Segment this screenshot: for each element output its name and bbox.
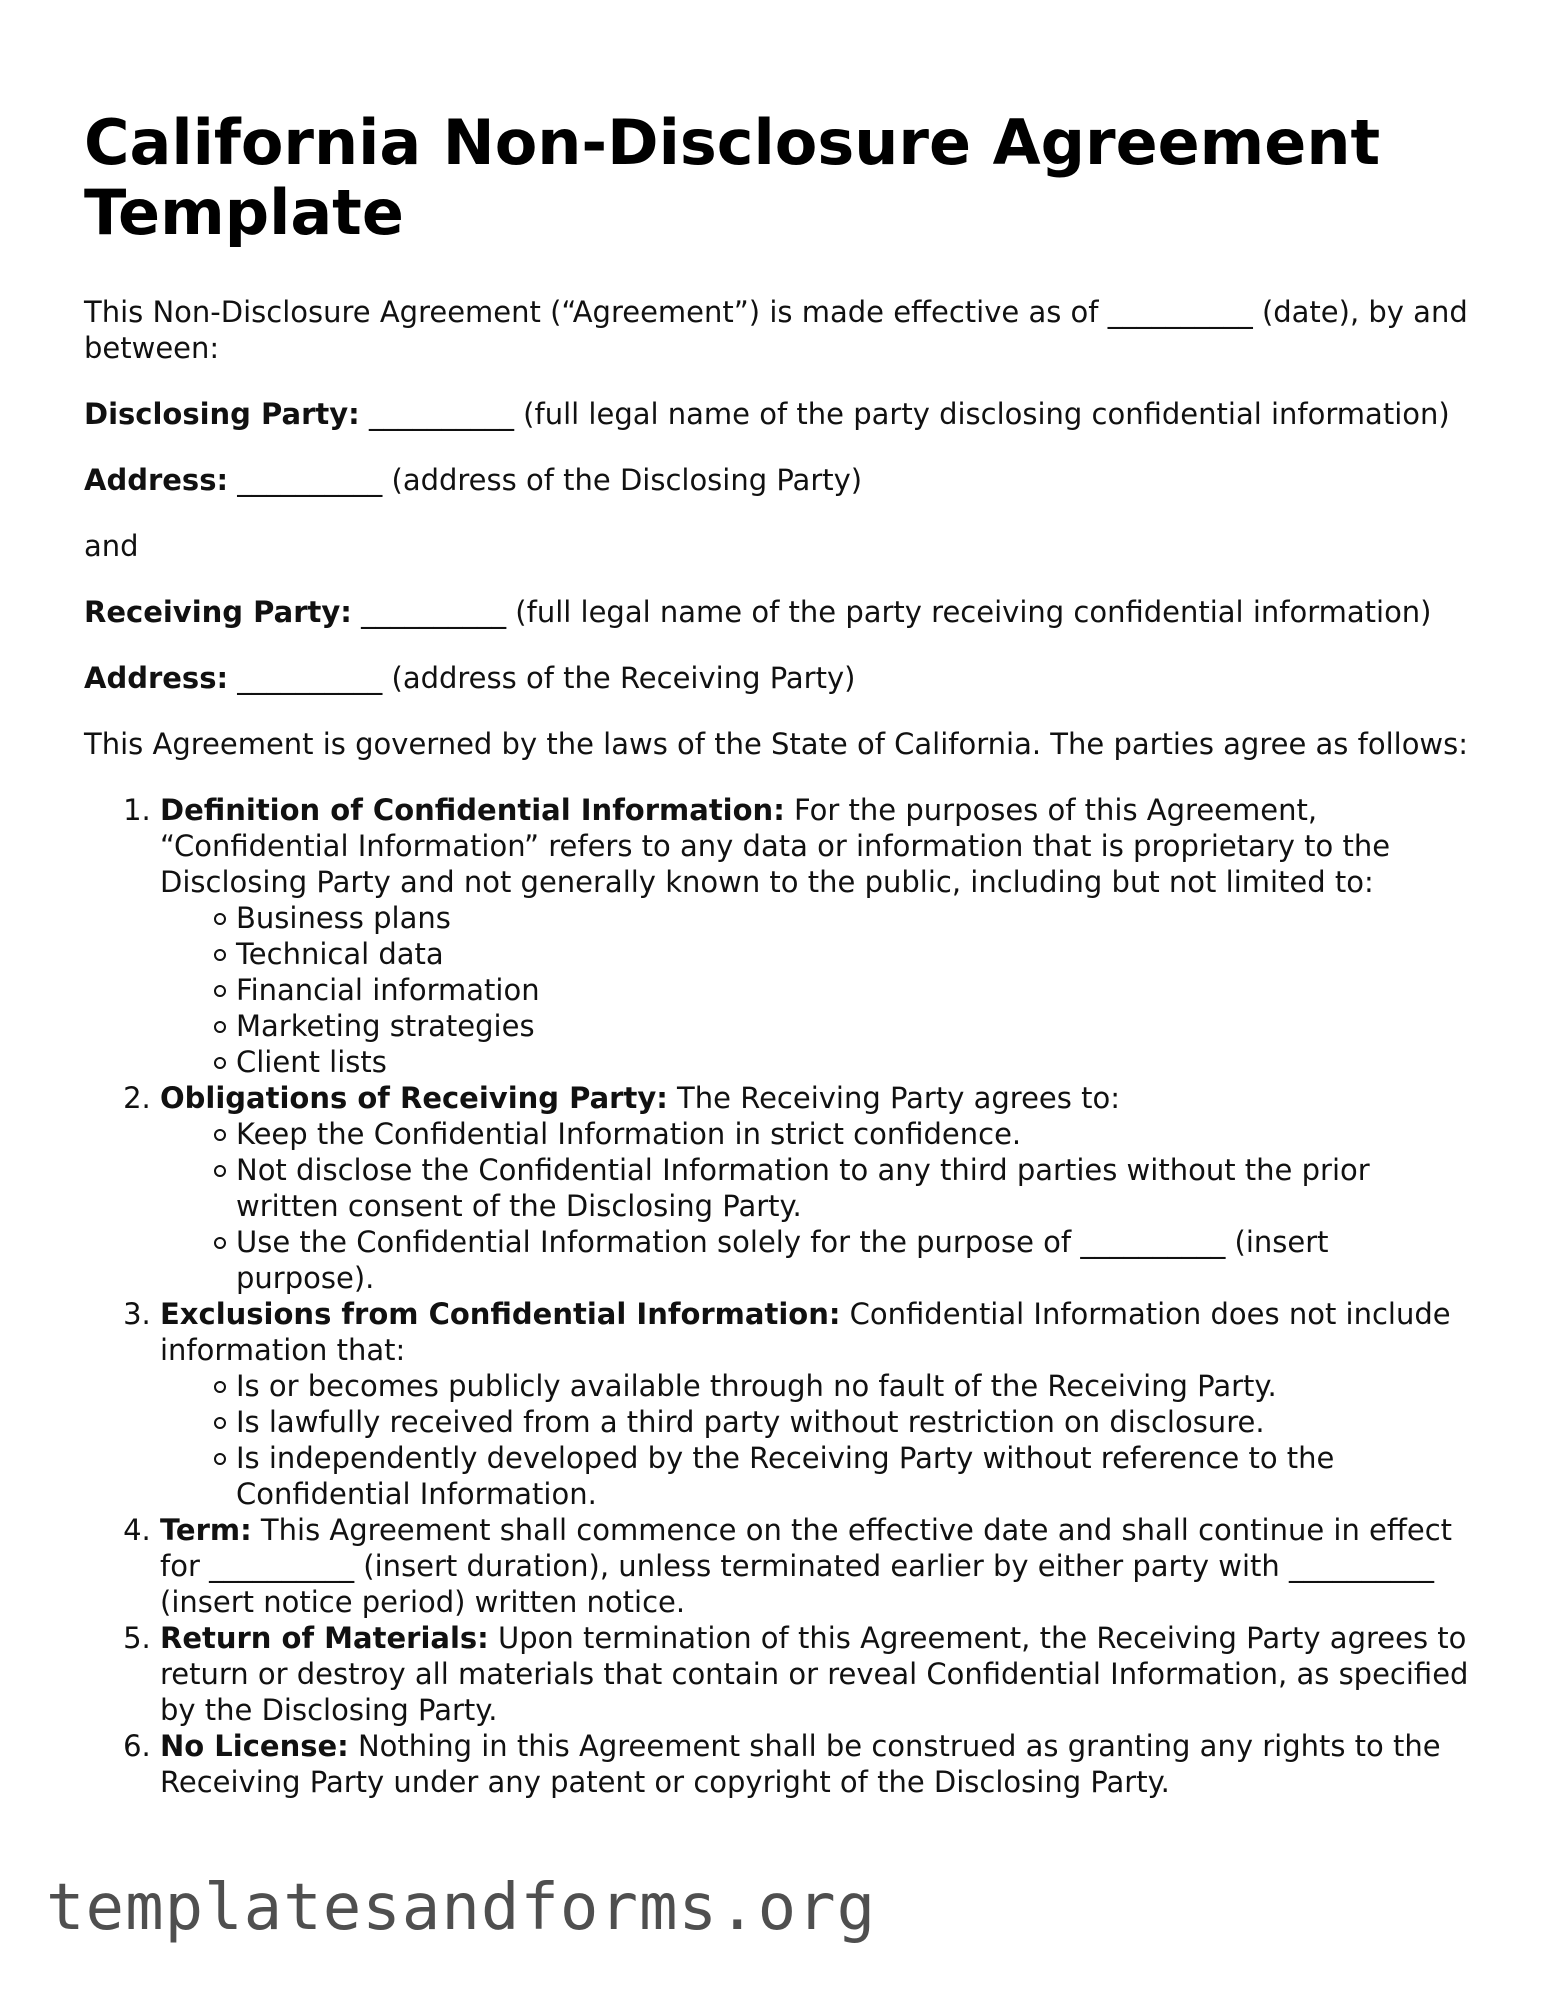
disclosing-party-label: Disclosing Party: — [84, 397, 360, 431]
section-title: Term: — [160, 1513, 252, 1547]
disclosing-party-line — [84, 396, 1474, 432]
list-item: Is lawfully received from a third party without restriction on disclosure. — [236, 1404, 1474, 1440]
list-item: Not disclose the Confidential Information to any third parties without the prior written consent of the Disclosing Party. — [236, 1152, 1474, 1224]
section-text: For the purposes of this Agreement, “Confidential Information” refers to any data or information that is proprietary to the Disclosing Party and not generally known to the public, including but not limited to: — [160, 793, 1391, 899]
disclosing-address-text: __________ (address of the Disclosing Party) — [228, 463, 863, 497]
agreement-sections — [84, 792, 1474, 1800]
section-text: This Agreement shall commence on the effective date and shall continue in effect for __________ (insert duration), unless terminated earlier by either party with __________ (insert notice period) written notice. — [160, 1513, 1453, 1619]
and-line: and — [84, 529, 139, 563]
section-no-license — [160, 1728, 1474, 1800]
intro-text: This Non-Disclosure Agreement (“Agreement”) is made effective as of __________ (date), by and between: — [84, 295, 1468, 365]
sub-list — [160, 1368, 1474, 1512]
list-item: Financial information — [236, 972, 1474, 1008]
list-item: Client lists — [236, 1044, 1474, 1080]
section-obligations — [160, 1080, 1474, 1296]
list-item: Use the Confidential Information solely for the purpose of __________ (insert purpose). — [236, 1224, 1474, 1296]
document-page — [84, 108, 1474, 1800]
receiving-party-line — [84, 594, 1474, 630]
section-title: Exclusions from Confidential Information: — [160, 1297, 841, 1331]
watermark-logo: templatesandforms.org — [46, 1871, 877, 1945]
sub-list — [160, 900, 1474, 1080]
section-term — [160, 1512, 1474, 1620]
receiving-address-line — [84, 660, 1474, 696]
document-title: California Non-Disclosure Agreement Template — [84, 106, 1381, 249]
section-exclusions — [160, 1296, 1474, 1512]
receiving-party-text: __________ (full legal name of the party receiving confidential information) — [351, 595, 1432, 629]
section-text: Nothing in this Agreement shall be construed as granting any rights to the Receiving Party under any patent or copyright of the Disclosing Party. — [160, 1729, 1441, 1799]
list-item: Technical data — [236, 936, 1474, 972]
disclosing-address-line — [84, 462, 1474, 498]
section-title: Obligations of Receiving Party: — [160, 1081, 668, 1115]
receiving-party-label: Receiving Party: — [84, 595, 352, 629]
section-title: No License: — [160, 1729, 349, 1763]
list-item: Business plans — [236, 900, 1474, 936]
list-item: Keep the Confidential Information in strict confidence. — [236, 1116, 1474, 1152]
section-text: Confidential Information does not include information that: — [160, 1297, 1451, 1367]
list-item: Is independently developed by the Receiving Party without reference to the Confidential Information. — [236, 1440, 1474, 1512]
section-return-of-materials — [160, 1620, 1474, 1728]
intro-paragraph — [84, 294, 1474, 366]
section-text: The Receiving Party agrees to: — [667, 1081, 1120, 1115]
sub-list — [160, 1116, 1474, 1296]
list-item: Is or becomes publicly available through no fault of the Receiving Party. — [236, 1368, 1474, 1404]
receiving-address-label: Address: — [84, 661, 229, 695]
disclosing-party-text: __________ (full legal name of the party disclosing confidential information) — [359, 397, 1450, 431]
section-title: Return of Materials: — [160, 1621, 489, 1655]
receiving-address-text: __________ (address of the Receiving Party) — [228, 661, 856, 695]
disclosing-address-label: Address: — [84, 463, 229, 497]
section-text: Upon termination of this Agreement, the Receiving Party agrees to return or destroy all materials that contain or reveal Confidential Information, as specified by the Disclosing Party. — [160, 1621, 1469, 1727]
section-definition — [160, 792, 1474, 1080]
list-item: Marketing strategies — [236, 1008, 1474, 1044]
section-title: Definition of Confidential Information: — [160, 793, 785, 827]
governing-law-paragraph: This Agreement is governed by the laws of the State of California. The parties agree as follows: — [84, 727, 1469, 761]
